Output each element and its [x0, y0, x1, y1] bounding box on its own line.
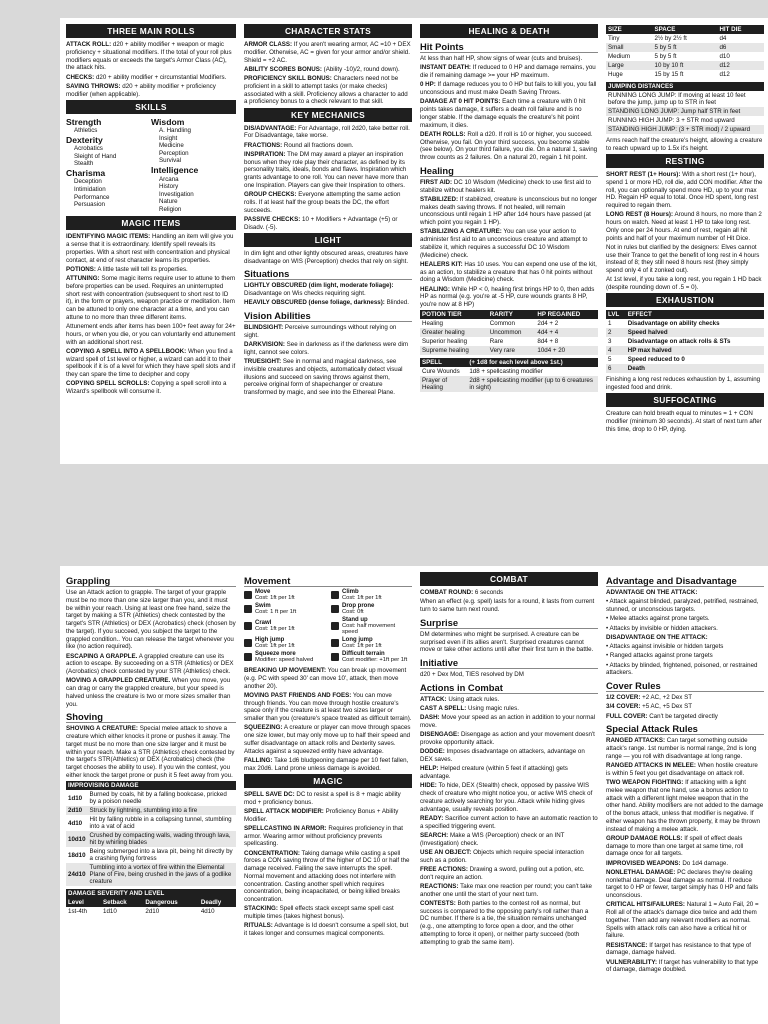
hit-points-heading: Hit Points	[420, 41, 598, 53]
combat-action-label: DASH:	[420, 714, 440, 722]
damage-severity-header: DAMAGE SEVERITY AND LEVEL	[66, 889, 236, 898]
combat-action-rule	[420, 765, 598, 781]
contests-rule: CONTESTS: Both parties to the contest roll as normal, but success is compared to the opposing party's roll rather than a DC number. If there is a tie, the situation remains unchanged (e.g., one attempting to force open a door, and the other attempting to force it open), or neither party succeed (both attempting to grab the same item).	[420, 899, 589, 946]
combat-action-text: Move your speed as an action in addition to your normal move.	[420, 714, 596, 729]
combat-action-text: Disengage as action and your movement doesn't provoke opportunity attack.	[420, 731, 595, 746]
first-level-rest-note: At 1st level, if you take a long rest, you regain 1 HD back (despite rounding down of .5 = 0).	[606, 276, 762, 291]
squeezing-rule: SQUEEZING: A creature or player can move through spaces one size lower, but may only move up to half their speed and suffer disadvantage on attack rolls and Dexterity saves. Attacks against a squeezed entity have advantage.	[244, 724, 411, 755]
level-header: LVL	[606, 310, 626, 319]
disadvantage-on-attack-label: DISADVANTAGE ON THE ATTACK:	[606, 633, 708, 641]
healing-heading: Healing	[420, 165, 598, 177]
movement-icon	[331, 605, 339, 613]
improvising-damage-table	[66, 781, 236, 886]
dis-advantage-rule: DIS/ADVANTAGE: For Advantage, roll 2d20, take better roll. For Disadvantage, take worse.	[244, 124, 410, 140]
jumping-distances-header: JUMPING DISTANCES	[606, 82, 764, 91]
page1-column-4	[606, 24, 764, 464]
skill-item: Athletics	[74, 127, 98, 135]
two-weapon-fighting-rule: TWO WEAPON FIGHTING: If attacking with a light melee weapon that one hand, use a bonus action to attack with a different light melee weapon that in the other hand. Ability modifiers are not added to the damage of the bonus attack, unless that modifier is negative. If either weapon has the thrown property, it may be thrown instead of making a melee attack.	[606, 779, 764, 833]
skill-item: Sleight of Hand	[74, 152, 117, 160]
movement-option-name: Stand up	[342, 617, 368, 623]
table-row: 3 Disadvantage on attack rolls & STs	[608, 338, 731, 346]
group-damage-rule: GROUP DAMAGE ROLLS: If spell of effect deals damage to more than one target at same time, roll damage once for all targets.	[606, 834, 744, 858]
combat-action-text: Using attack rules.	[448, 695, 500, 703]
elves-trance-note: Not in rules but clarified by the designers: Elves cannot use their Trance to get the benefit of long rest in 4 hours instead of 8; they still need 8 hours rest (they simply spend only 4 of it zonked out).	[606, 243, 760, 274]
skill-item: Persuasion	[74, 201, 105, 209]
skill-item: Acrobatics	[74, 145, 103, 153]
breaking-up-movement-rule: BREAKING UP MOVEMENT: You can break up movement (e.g. PC with speed 30' can move 10', attack, then move another 20).	[244, 667, 407, 690]
grappling-heading: Grappling	[66, 575, 236, 587]
combat-action-text: Imposes disadvantage on attackers, advantage on DEX saves.	[420, 748, 585, 763]
combat-action-text: Helped creature (within 5 feet if attacking) gets advantage.	[420, 765, 568, 780]
advantage-disadvantage-heading: Advantage and Disadvantage	[606, 575, 764, 587]
advantage-on-attack-label: ADVANTAGE ON THE ATTACK:	[606, 589, 698, 596]
grappling-intro: Use an Attack action to grapple. The target of your grapple must be no more than one size larger than you, and it must be within your reach. Using at least one free hand, seize the target by making a STR (Athletics) check contested by the target's STR (Athletics) or DEX (Acrobatics) check (chosen by the target). If you succeed, you subject the target to the grappled condition.. You can release the target whenever you like (no action required).	[66, 589, 236, 651]
table-row: STANDING LONG JUMP: Jump half STR in feet	[606, 107, 764, 116]
combat-round-note: When an effect (e.g. spell) lasts for a round, it lasts from current turn to same turn next round.	[420, 598, 595, 613]
skill-item: Investigation	[159, 190, 194, 198]
free-actions-rule: FREE ACTIONS: Drawing a sword, pulling out a potion, etc. don't require an action.	[420, 865, 585, 881]
full-cover-rule: FULL COVER: Can't be targeted directly	[606, 712, 718, 720]
ranged-in-melee-rule: RANGED ATTACKS IN MELEE: When hostile creature is within 5 feet you get disadvantage on attack roll.	[606, 762, 758, 777]
rarity-header: RARITY	[488, 310, 536, 319]
movement-icon	[244, 605, 252, 613]
skill-item: Religion	[159, 205, 182, 213]
table-row: Supreme healing Very rare 10d4 + 20	[420, 346, 598, 355]
table-row: Medium 5 by 5 ft d10	[608, 53, 730, 60]
skill-item: Stealth	[74, 160, 94, 168]
combat-action-rule	[420, 815, 598, 831]
dangerous-column-header: Dangerous	[143, 898, 198, 907]
combat-action-rule	[420, 705, 598, 713]
damage-severity-table	[66, 889, 236, 916]
table-row: Superior healing Rare 8d4 + 8	[422, 338, 559, 346]
skill-group-heading: Dexterity	[66, 134, 103, 145]
combat-action-text: Make a WIS (Perception) check or an INT (Investigation) check.	[420, 831, 565, 847]
hp-intro: At less than half HP, show signs of wear (cuts and bruises).	[420, 55, 583, 62]
movement-option-text	[342, 603, 374, 615]
healers-kit-rule: HEALERS KIT: Has 10 uses. You can expend one use of the kit, as an action, to stabilize a creature that has 0 hit points without doing a Wisdom (Medicine) check.	[420, 260, 597, 284]
magic-header: MAGIC	[244, 774, 412, 788]
attunement-end-rule: Attunement ends after items has been 100+ feet away for 24+ hours, or when you die, or you can voluntarily end attunement with an additional short rest.	[66, 323, 236, 346]
skill-item: Performance	[74, 193, 110, 201]
spell-header: SPELL	[420, 358, 467, 367]
three-quarter-cover-rule: 3/4 COVER: +5 AC, +5 Dex ST	[606, 703, 692, 711]
skill-item: A. Handling	[159, 127, 191, 135]
actions-list	[420, 696, 598, 865]
page2-column-1	[66, 572, 236, 1024]
concentration-rule: CONCENTRATION: Taking damage while casting a spell forces a CON saving throw of the higher of DC 10 or half the damage received. Failing the save interrupts the spell. Normal movement and attacking does not interfere with concentration. Casting another spell which requires concentration, being incapacitated, or being killed breaks concentration.	[244, 849, 410, 903]
movement-icon	[331, 622, 339, 630]
skill-item: Perception	[159, 149, 189, 157]
movement-option-cost: Cost: 1ft per 1ft	[342, 643, 382, 649]
movement-option-text	[342, 617, 412, 635]
escaping-grapple-rule: ESCAPING A GRAPPLE. A grappled creature can use its action to escape. By succeeding on a STR (Athletics) or DEX (Acrobatics) check contested by your STR (Athletics) check.	[66, 652, 234, 675]
table-row: Greater healing Uncommon 4d4 + 4	[420, 328, 598, 337]
suffocating-rule: Creature can hold breath equal to minutes = 1 + CON modifier (minimum 30 seconds). At start of next turn after this time, drop to 0 HP, dying.	[606, 410, 762, 433]
movement-option-text	[342, 637, 382, 649]
ability-scores-rule: ABILITY SCORES BONUS: (Ability -10)/2, round down).	[244, 65, 400, 73]
improvised-weapons-rule: IMPROVISED WEAPONS: Do 1d4 damage.	[606, 859, 729, 867]
table-row: Prayer of Healing 2d8 + spellcasting modifier (up to 6 creatures in sight)	[420, 376, 598, 392]
zero-hp-rule: 0 HP: If damage reduces you to 0 HP but fails to kill you, you fall unconscious and must make Death Saving Throws.	[420, 81, 597, 96]
movement-icon	[331, 653, 339, 661]
movement-option-cost: Modifier: speed halved	[255, 657, 314, 663]
combat-action-rule	[420, 731, 598, 747]
skill-item: Insight	[159, 134, 178, 142]
combat-action-text: Sacrifice current action to have an automatic reaction to a specified triggering event.	[420, 814, 598, 830]
combat-action-rule	[420, 832, 598, 848]
movement-icon	[331, 591, 339, 599]
size-header: SIZE	[606, 25, 653, 34]
rituals-rule: RITUALS: Advantage is Id doesn't consume a spell slot, but it takes longer and consumes magical components.	[244, 922, 409, 937]
suffocating-header: SUFFOCATING	[606, 393, 764, 407]
exhaustion-note: Finishing a long rest reduces exhaustion by 1, assuming ingested food and drink.	[606, 376, 761, 391]
table-row: Cure Wounds 1d8 + spellcasting modifier	[422, 368, 543, 376]
moving-past-rule: MOVING PAST FRIENDS AND FOES: You can move through friends. You can move through hostile creature's space only if the creature is at least two sizes larger or smaller than you (creature's space treated as difficult terrain).	[244, 691, 412, 722]
moving-grappled-rule: MOVING A GRAPPLED CREATURE. When you move, you can drag or carry the grappled creature, but your speed is halved unless the creature is two or more sizes smaller than you.	[66, 677, 231, 708]
movement-option-text	[255, 651, 313, 663]
blindsight-rule: BLINDSIGHT: Perceive surroundings without relying on sight.	[244, 324, 397, 339]
combat-action-label: SEARCH:	[420, 831, 449, 839]
armor-class-rule: ARMOR CLASS: If you aren't wearing armor, AC =10 + DEX modifier. Otherwise, AC = given for your armor and/or shield. Shield = +2 AC.	[244, 41, 411, 64]
long-rest-rule: LONG REST (8 Hours): Around 8 hours, no more than 2 hours on watch. Need at least 1 HP to take long rest. Only once per 24 hours. At end of rest, regain all hit points and half of your maximum number of Hit Dice.	[606, 211, 762, 242]
situations-heading: Situations	[244, 268, 412, 280]
combat-action-label: ATTACK:	[420, 695, 447, 703]
movement-option-cost: Cost: 1ft per 1ft	[342, 595, 382, 601]
page2-column-4	[606, 572, 764, 1024]
key-mechanics-header: KEY MECHANICS	[244, 108, 412, 122]
table-row: 6 Death	[606, 364, 764, 373]
combat-round-rule: COMBAT ROUND: 6 seconds	[420, 589, 504, 596]
short-rest-rule: SHORT REST (1+ Hours): With a short rest (1+ hour), spend 1 or more HD, roll die, add CON modifier. After the roll, you can optionally spend more HD, up to your max HD. Regain HP equal to total. Once HD spent, long rest required to regain them.	[606, 171, 763, 209]
potions-rule: POTIONS: A little taste will tell its properties.	[66, 265, 188, 273]
reach-note: Arms reach half the creature's height, allowing a creature to reach upward up to 1.5x it's height.	[606, 137, 763, 152]
first-aid-rule: FIRST AID: DC 10 Wisdom (Medicine) check to use first aid to stabilize without healers kit.	[420, 178, 592, 194]
lightly-obscured-rule: LIGHTLY OBSCURED (dim light, moderate foliage): Disadvantage on Wis checks requiring sight.	[244, 282, 394, 297]
page1-column-2	[244, 24, 412, 464]
skill-group-heading: Wisdom	[151, 116, 185, 127]
page2-column-3	[420, 572, 598, 1024]
skills-left-column	[66, 117, 151, 214]
combat-action-rule	[420, 782, 598, 813]
movement-option-name: Crawl	[255, 620, 272, 626]
fractions-rule: FRACTIONS: Round all fractions down.	[244, 141, 354, 149]
list-item: • Attack against blinded, paralyzed, petrified, restrained, stunned, or unconscious targets.	[606, 598, 759, 613]
spellcasting-armor-rule: SPELLCASTING IN ARMOR: Requires proficiency in that armor. Wearing armor without proficiency prevents spellcasting.	[244, 824, 403, 848]
skill-group-heading: Charisma	[66, 167, 106, 178]
combat-action-text: To hide, DEX (Stealth) check, opposed by passive WIS check of creature who might notice you, or active WIS check of creature actively searching for you. Attack while hiding gives advantage, usually reveals position.	[420, 782, 593, 813]
three-main-rolls-header: THREE MAIN ROLLS	[66, 24, 236, 38]
skills-list	[66, 117, 236, 214]
list-item: • Ranged attacks against prone targets	[606, 652, 713, 660]
movement-option-text	[342, 589, 382, 601]
stabilizing-rule: STABILIZING A CREATURE: You can use your action to administer first aid to an unconscious creature and attempt to stabilize it, which requires a successful DC 10 Wisdom (Medicine) check.	[420, 228, 588, 259]
nonlethal-damage-rule: NONLETHAL DAMAGE: PC declares they're dealing nonlethal damage. Deal damage as normal. If reduce target to 0 HP or fewer, target simply has 0 HP and falls unconscious.	[606, 868, 759, 899]
table-row: 2d10 Struck by lightning, stumbling into a fire	[66, 806, 236, 815]
combat-action-text: Using magic rules.	[468, 705, 519, 712]
table-row: 24d10 Tumbling into a vortex of fire within the Elemental Plane of Fire, being crushed in the jaws of a godlike creature	[66, 863, 236, 886]
skill-item: Medicine	[159, 142, 184, 150]
movement-option-text	[342, 651, 407, 663]
list-item: • Melee attacks against prone targets.	[606, 615, 710, 623]
movement-option-name: Long jump	[342, 637, 373, 643]
combat-header: COMBAT	[420, 572, 598, 586]
movement-option-name: Move	[255, 589, 271, 595]
movement-option	[331, 637, 412, 649]
group-checks-rule: GROUP CHECKS: Everyone attempting the same action rolls. If at least half the group beats the DC, the effort succeeds.	[244, 191, 401, 214]
table-row: Tiny 2½ by 2½ ft d4	[608, 35, 727, 42]
skill-item: Nature	[159, 198, 178, 206]
combat-action-rule	[420, 714, 598, 730]
movement-option	[331, 603, 412, 615]
movement-option-text	[255, 637, 295, 649]
movement-option-cost: Cost: 1ft per 1ft	[255, 643, 295, 649]
critical-hits-rule: CRITICAL HITS/FAILURES: Natural 1 = Auto Fail, 20 = Roll all of the attack's damage dice twice and add them together. Then add any relevant modifiers as normal. Spells with attack rolls can also have a critical hit or failure.	[606, 901, 759, 940]
stacking-rule: STACKING: Spell effects stack except same spell cast multiple times (takes highest bonus).	[244, 905, 394, 920]
instant-death-rule: INSTANT DEATH: If reduced to 0 HP and damage remains, you die if remaining damage >= your HP maximum.	[420, 64, 596, 79]
resistance-rule: RESISTANCE: If target has resistance to that type of damage, damage halved.	[606, 941, 752, 957]
death-rolls-rule: DEATH ROLLS: Roll a d20. If roll is 10 or higher, you succeed. Otherwise, you fail. On your third success, you become stable (see below). On your third failure, you die. On a natural 1, saving throw counts as 2 failures. On a natural 20, regain 1 hit point.	[420, 130, 598, 161]
page1-column-1	[66, 24, 236, 464]
movement-option-name: Squeeze more	[255, 651, 296, 657]
movement-option-name: Swim	[255, 603, 271, 609]
list-item: • Attacks against invisible or hidden targets	[606, 643, 724, 650]
movement-option	[244, 603, 325, 615]
movement-option-name: High jump	[255, 637, 285, 643]
combat-action-rule	[420, 849, 598, 865]
movement-option-cost: Cost: 1ft per 1ft	[255, 595, 295, 601]
skill-item: Arcana	[159, 175, 179, 183]
skill-item: Intimidation	[74, 186, 106, 194]
combat-action-label: DODGE:	[420, 748, 445, 756]
improvising-damage-header: IMPROVISING DAMAGE	[66, 781, 236, 790]
movement-option-text	[255, 620, 295, 632]
table-row: 10d10 Crushed by compacting walls, wading through lava, hit by whirling blades	[66, 831, 236, 847]
movement-option-cost: Cost: 1ft per 1ft	[255, 626, 295, 632]
movement-icon-grid	[244, 589, 412, 663]
combat-action-label: DISENGAGE:	[420, 731, 460, 739]
movement-option-cost: Cost modifier: +1ft per 1ft	[342, 657, 408, 663]
table-row: Huge 15 by 15 ft d12	[608, 71, 730, 78]
attuning-rule: ATTUNING: Some magic items require user to attune to them before properties can be used. Requires an uninterrupted short rest with concentration (subsequent to short rest to ID it), in the form or prayers, weapon practice or meditation. Item can be attuned to only one character at a time, and you can attune to no more than three different items.	[66, 275, 236, 321]
spell-save-dc-rule: SPELL SAVE DC: DC to resist a spell is 8 + magic ability mod + proficiency bonus.	[244, 790, 401, 806]
page2-column-2	[244, 572, 412, 1024]
movement-icon	[244, 622, 252, 630]
table-row: 1 Disadvantage on ability checks	[608, 320, 720, 328]
table-row: 5 Speed reduced to 0	[608, 356, 685, 364]
exhaustion-header: EXHAUSTION	[606, 293, 764, 307]
resting-header: RESTING	[606, 154, 764, 168]
shoving-rule: SHOVING A CREATURE: Special melee attack to shove a creature which either knocks it prone or pushes it away. The target must be no more than one size larger and it must be within your reach. Make a STR (Athletics) check contested by the target's STR(Athletics) or DEX (Acrobatics) check (the target chooses the ability to use). If you win the contest, you either knock the target prone or push it 5 feet away from you.	[66, 725, 235, 779]
movement-option-name: Drop prone	[342, 603, 375, 609]
table-row: 4 HP max halved	[606, 346, 764, 355]
truesight-rule: TRUESIGHT: See in normal and magical darkness, see invisible creatures and objects, automatically detect visual illusions and succeed on saving throws against them, perceive original form of shapechanger or creature transformed by magic, and see into the Ethereal Plane.	[244, 358, 403, 396]
spell-level-note-header: (+ 1d8 for each level above 1st.)	[467, 358, 598, 367]
movement-option	[244, 651, 325, 663]
movement-option-text	[255, 589, 295, 601]
table-row: 18d10 Being submerged into a lava pit, being hit directly by a crashing flying fortress	[68, 848, 233, 862]
spell-healing-table	[420, 358, 598, 392]
size-table	[606, 25, 764, 79]
movement-option	[244, 637, 325, 649]
initiative-heading: Initiative	[420, 657, 598, 669]
combat-action-label: READY:	[420, 814, 444, 822]
movement-option	[244, 589, 325, 601]
table-row: 4d10 Hit by falling rubble in a collapsing tunnel, stumbling into a vat of acid	[68, 816, 232, 830]
skill-group-heading: Strength	[66, 116, 102, 127]
proficiency-rule: PROFICIENCY SKILL BONUS: Characters need not be proficient in a skill to attempt tasks (or make checks) associated with a skill. Proficiency allows a character to add a proficiency bonus to a check relevant to that skill.	[244, 75, 408, 106]
hit-die-header: HIT DIE	[717, 25, 764, 34]
movement-option	[244, 617, 325, 635]
movement-option-cost: Cost: 0ft	[342, 609, 364, 615]
table-row: Large 10 by 10 ft d12	[606, 61, 764, 70]
list-item: • Attacks by blinded, frightened, poisoned, or restrained attackers.	[606, 661, 758, 677]
movement-heading: Movement	[244, 575, 412, 587]
stabilized-rule: STABILIZED: If stabilized, creature is unconscious but no longer makes death saving throws. If not healed, will remain unconscious until regain 1 HP after 1d4 hours have passed (at which point you regain 1 HP).	[420, 195, 598, 226]
reference-page-2	[60, 566, 768, 1024]
movement-option	[331, 617, 412, 635]
skill-item: History	[159, 183, 179, 191]
potion-table	[420, 310, 598, 355]
table-row: STANDING HIGH JUMP: (3 + STR mod) / 2 upward	[606, 125, 764, 134]
skill-item: Deception	[74, 178, 102, 186]
spell-attack-rule: SPELL ATTACK MODIFIER: Proficiency Bonus + Ability Modifier.	[244, 807, 399, 823]
actions-in-combat-heading: Actions in Combat	[420, 682, 598, 694]
vision-abilities-heading: Vision Abilities	[244, 310, 412, 322]
effect-header: EFFECT	[626, 310, 764, 319]
ranged-attacks-rule: RANGED ATTACKS: Can target something outside attack's range. 1st number is normal range, 2nd is long range — you roll with disadvantage at long range.	[606, 737, 757, 760]
combat-action-text: Objects which require special interaction such as a potion.	[420, 848, 584, 864]
checks-rule: CHECKS: d20 + ability modifier + circumstantial Modifiers.	[66, 73, 227, 81]
combat-action-label: CAST A SPELL:	[420, 705, 467, 712]
surprise-rule: DM determines who might be surprised. A creature can be surprised even if its allies aren't. Surprised creatures cannot move or take other actions until after their first turn in the battle.	[420, 630, 594, 654]
vulnerability-rule: VULNERABILITY: If target has vulnerability to that type of damage, damage doubled.	[606, 958, 759, 974]
potion-tier-header: POTION TIER	[420, 310, 488, 319]
space-header: SPACE	[653, 25, 718, 34]
movement-option-name: Climb	[342, 589, 359, 595]
copying-spellbook-rule: COPYING A SPELL INTO A SPELLBOOK: When you find a wizard spell of 1st level or higher, a wizard can add it to their spellbook if it is of a level for which they have spell slots and if they can spare the time to decipher and copy	[66, 347, 236, 379]
light-intro: In dim light and other lightly obscured areas, creatures have disadvantage on WIS (Perception) checks that rely on sight.	[244, 249, 409, 265]
passive-checks-rule: PASSIVE CHECKS: 10 + Modifiers + Advantage (+5) or Disadv. (-5).	[244, 215, 398, 231]
identifying-magic-items-rule: IDENTIFYING MAGIC ITEMS: Handling an item will give you a sense that it is extraordinary. Identify spell reveals its properties. With a short rest with concentration and physical contact, at end of rest character learns its properties.	[66, 233, 234, 264]
special-attack-rules-heading: Special Attack Rules	[606, 723, 764, 735]
movement-icon	[244, 639, 252, 647]
movement-icon	[244, 653, 252, 661]
movement-icon	[331, 639, 339, 647]
combat-action-label: HELP:	[420, 765, 439, 773]
initiative-rule: d20 + Dex Mod, TIES resolved by DM	[420, 671, 524, 678]
jumping-table	[606, 82, 764, 134]
movement-option-text	[255, 603, 296, 615]
page1-column-3	[420, 24, 598, 464]
skills-right-column	[151, 117, 236, 214]
setback-column-header: Setback	[101, 898, 143, 907]
skill-group-heading: Intelligence	[151, 165, 199, 176]
combat-action-label: USE AN OBJECT:	[420, 848, 472, 856]
surprise-heading: Surprise	[420, 617, 598, 629]
table-row: 1st-4th 1d10 2d10 4d10	[68, 908, 215, 915]
movement-icon	[244, 591, 252, 599]
table-row: RUNNING HIGH JUMP: 3 + STR mod upward	[608, 117, 735, 124]
character-stats-header: CHARACTER STATS	[244, 24, 412, 38]
combat-action-rule	[420, 696, 598, 704]
light-header: LIGHT	[244, 233, 412, 247]
cover-rules-heading: Cover Rules	[606, 680, 764, 692]
movement-option-cost: Cost: half movement speed	[342, 623, 396, 635]
healing-rule: HEALING: While HP < 0, healing first brings HP to 0, then adds HP as normal (e.g. you're at -5 HP, cure wounds grants 8 HP, you're now at 8 HP)	[420, 285, 595, 308]
inspiration-rule: INSPIRATION: The DM may award a player an inspiration bonus when they role play their character, as defined by its personality traits, ideals, bonds and flaws. Inspiration which grants advantage to one roll. You can never have more than one Inspiration. Players can give their Inspiration to others.	[244, 150, 409, 189]
movement-option	[331, 651, 412, 663]
falling-rule: FALLING: Take 1d6 bludgeoning damage per 10 feet fallen, max 20d6. Land prone unless damage is avoided.	[244, 756, 409, 772]
combat-action-rule	[420, 748, 598, 764]
shoving-heading: Shoving	[66, 711, 236, 723]
skills-header: SKILLS	[66, 100, 236, 114]
skill-item: Survival	[159, 157, 182, 165]
table-row: Healing Common 2d4 + 2	[422, 320, 559, 328]
combat-action-label: HIDE:	[420, 782, 437, 790]
table-row: Small 5 by 5 ft d6	[606, 43, 764, 52]
attack-roll-rule: ATTACK ROLL: d20 + ability modifier + weapon or magic proficiency + situational modifiers. If the total of your roll plus modifiers equals or exceeds the target's Armor Class (AC), the attack hits.	[66, 41, 232, 72]
table-row: 1d10 Burned by coals, hit by a falling bookcase, pricked by a poison needle	[68, 791, 227, 805]
hp-regained-header: HP REGAINED	[535, 310, 598, 319]
list-item: • Attacks by invisible or hidden attackers.	[606, 624, 718, 632]
movement-option-name: Difficult terrain	[342, 651, 385, 657]
table-row: RUNNING LONG JUMP: If moving at least 10 feet before the jump, jump up to STR in feet	[608, 92, 746, 106]
copying-scrolls-rule: COPYING SPELL SCROLLS: Copying a spell scroll into a Wizard's spellbook will consume it.	[66, 380, 227, 396]
reference-page-1	[60, 18, 768, 464]
damage-at-zero-rule: DAMAGE AT 0 HIT POINTS: Each time a creature with 0 hit points takes damage, it suffers a death roll failure and is no longer stable. If the damage equals the creature's hit point maximum, it dies.	[420, 98, 586, 129]
deadly-column-header: Deadly	[199, 898, 236, 907]
healing-death-header: HEALING & DEATH	[420, 24, 598, 38]
saving-throws-rule: SAVING THROWS: d20 + ability modifier + proficiency modifier (when applicable).	[66, 82, 216, 98]
movement-option-cost: Cost: 1 ft per 1ft	[255, 609, 297, 615]
magic-items-header: MAGIC ITEMS	[66, 216, 236, 230]
reactions-rule: REACTIONS: Take max one reaction per round; you can't take another one until the start of your next turn.	[420, 882, 592, 898]
exhaustion-table	[606, 310, 764, 373]
level-column-header: Level	[66, 898, 101, 907]
darkvision-rule: DARKVISION: See in darkness as if the darkness were dim light, cannot see colors.	[244, 341, 409, 356]
movement-option	[331, 589, 412, 601]
heavily-obscured-rule: HEAVILY OBSCURED (dense foliage, darkness): Blinded.	[244, 299, 409, 307]
table-row: 2 Speed halved	[606, 328, 764, 337]
half-cover-rule: 1/2 COVER: +2 AC, +2 Dex ST	[606, 694, 692, 701]
